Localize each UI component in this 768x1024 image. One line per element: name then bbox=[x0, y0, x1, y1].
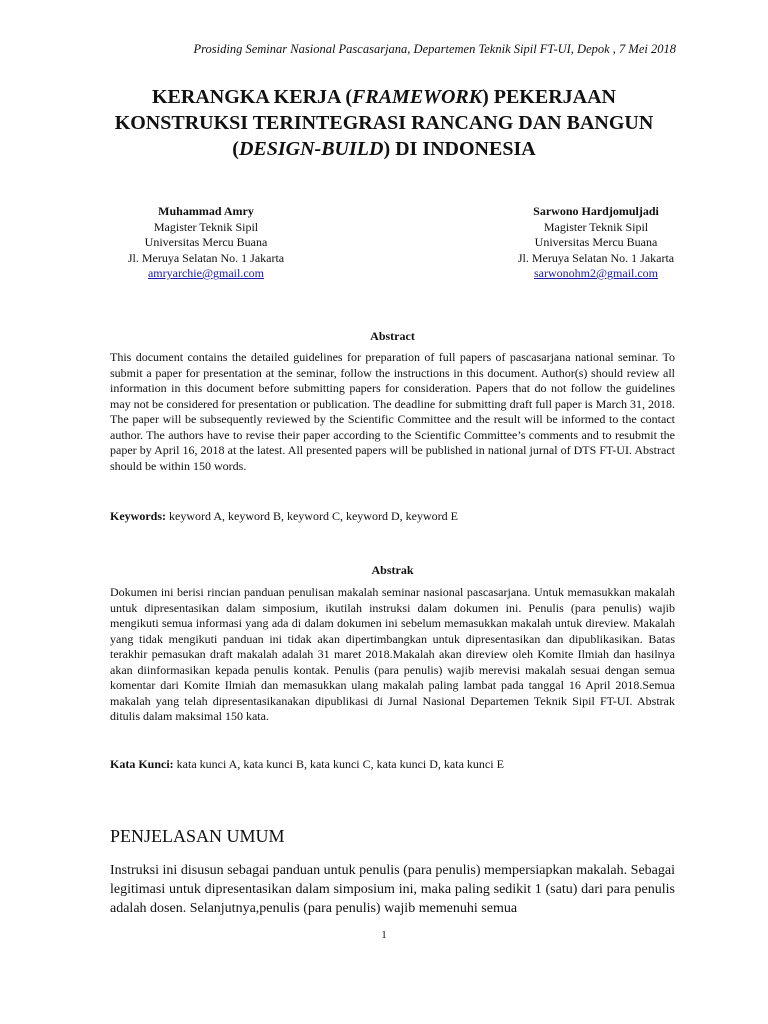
author-program: Magister Teknik Sipil bbox=[543, 219, 649, 234]
title-line-2: KONSTRUKSI TERINTEGRASI RANCANG DAN BANGUN bbox=[114, 112, 654, 134]
paper-title bbox=[100, 84, 668, 162]
author-address: Jl. Meruya Selatan No. 1 Jakarta bbox=[127, 250, 285, 265]
keywords-values: keyword A, keyword B, keyword C, keyword D, keyword E bbox=[166, 509, 458, 523]
abstract-heading: Abstract bbox=[370, 329, 415, 343]
section-body: Instruksi ini disusun sebagai panduan untuk penulis (para penulis) mempersiapkan makalah. Sebagai legitimasi untuk dipresentasikan dalam simposium ini, maka paling sedikit 1 (satu) dari para penulis adalah dosen. Selanjutnya,penulis (para penulis) wajib memenuhi semua bbox=[110, 863, 675, 916]
author-email-link[interactable]: sarwonohm2@gmail.com bbox=[533, 266, 659, 280]
abstrak-heading: Abstrak bbox=[371, 563, 414, 577]
author-block-1 bbox=[96, 204, 316, 282]
section-heading: PENJELASAN UMUM bbox=[110, 826, 285, 846]
author-address: Jl. Meruya Selatan No. 1 Jakarta bbox=[517, 250, 675, 265]
keywords-line bbox=[110, 509, 675, 525]
title-line-1: KERANGKA KERJA (FRAMEWORK) PEKERJAAN bbox=[152, 86, 616, 108]
author-university: Universitas Mercu Buana bbox=[144, 235, 268, 249]
author-program: Magister Teknik Sipil bbox=[153, 219, 259, 234]
author-block-2 bbox=[486, 204, 706, 282]
kata-kunci-label: Kata Kunci: bbox=[110, 757, 174, 771]
author-university: Universitas Mercu Buana bbox=[534, 235, 658, 249]
abstract-text: This document contains the detailed guidelines for preparation of full papers of pascasarjana national seminar. To submit a paper for presentation at the seminar, follow the instructions in this document. Author(s) should review all information in this document before submitting papers for consideration. Papers that do not follow the guidelines may not be considered for presentation or publication. The deadline for submitting draft full paper is March 31, 2018. The paper will be subsequently reviewed by the Scientific Committee and the result will be informed to the contact author. The authors have to revise their paper according to the Scientific Committee’s comments and to resubmit the paper by April 16, 2018 at the latest. All presented papers will be published in national jurnal of DTS FT-UI. Abstract should be within 150 words. bbox=[110, 350, 675, 473]
author-name: Sarwono Hardjomuljadi bbox=[533, 204, 659, 218]
page-number: 1 bbox=[381, 929, 387, 941]
title-line-3: (DESIGN-BUILD) DI INDONESIA bbox=[232, 138, 536, 160]
abstrak-text: Dokumen ini berisi rincian panduan penulisan makalah seminar nasional pascasarjana. Untuk memasukkan makalah untuk dipresentasikan dalam simposium, ikutilah instruksi dalam dokumen ini. Penulis (para penulis) wajib mengikuti semua informasi yang ada di dalam dokumen ini sebelum memasukkan makalah untuk direview. Makalah yang tidak mengikuti panduan ini tidak akan dipertimbangkan untuk dipresentasikan dan dipublikasikan. Batas terakhir pemasukan draft makalah adalah 31 maret 2018.Makalah akan direview oleh Komite Ilmiah dan hasilnya akan diinformasikan kepada penulis kontak. Penulis (para penulis) wajib merevisi makalah sesuai dengan semua komentar dari Komite Ilmiah dan memasukkan ulang makalah paling lambat pada tanggal 16 April 2018.Semua makalah yang telah dipresentasikanakan dipublikasi di Jurnal Nasional Departemen Teknik Sipil FT-UI. Abstrak ditulis dalam maksimal 150 kata. bbox=[110, 585, 675, 723]
author-email-link[interactable]: amryarchie@gmail.com bbox=[147, 266, 264, 280]
keywords-label: Keywords: bbox=[110, 509, 166, 523]
kata-kunci-line bbox=[110, 757, 675, 773]
running-header: Prosiding Seminar Nasional Pascasarjana, Departemen Teknik Sipil FT-UI, Depok , 7 Mei 2018 bbox=[193, 42, 676, 56]
kata-kunci-values: kata kunci A, kata kunci B, kata kunci C, kata kunci D, kata kunci E bbox=[173, 757, 504, 771]
author-name: Muhammad Amry bbox=[158, 204, 254, 218]
